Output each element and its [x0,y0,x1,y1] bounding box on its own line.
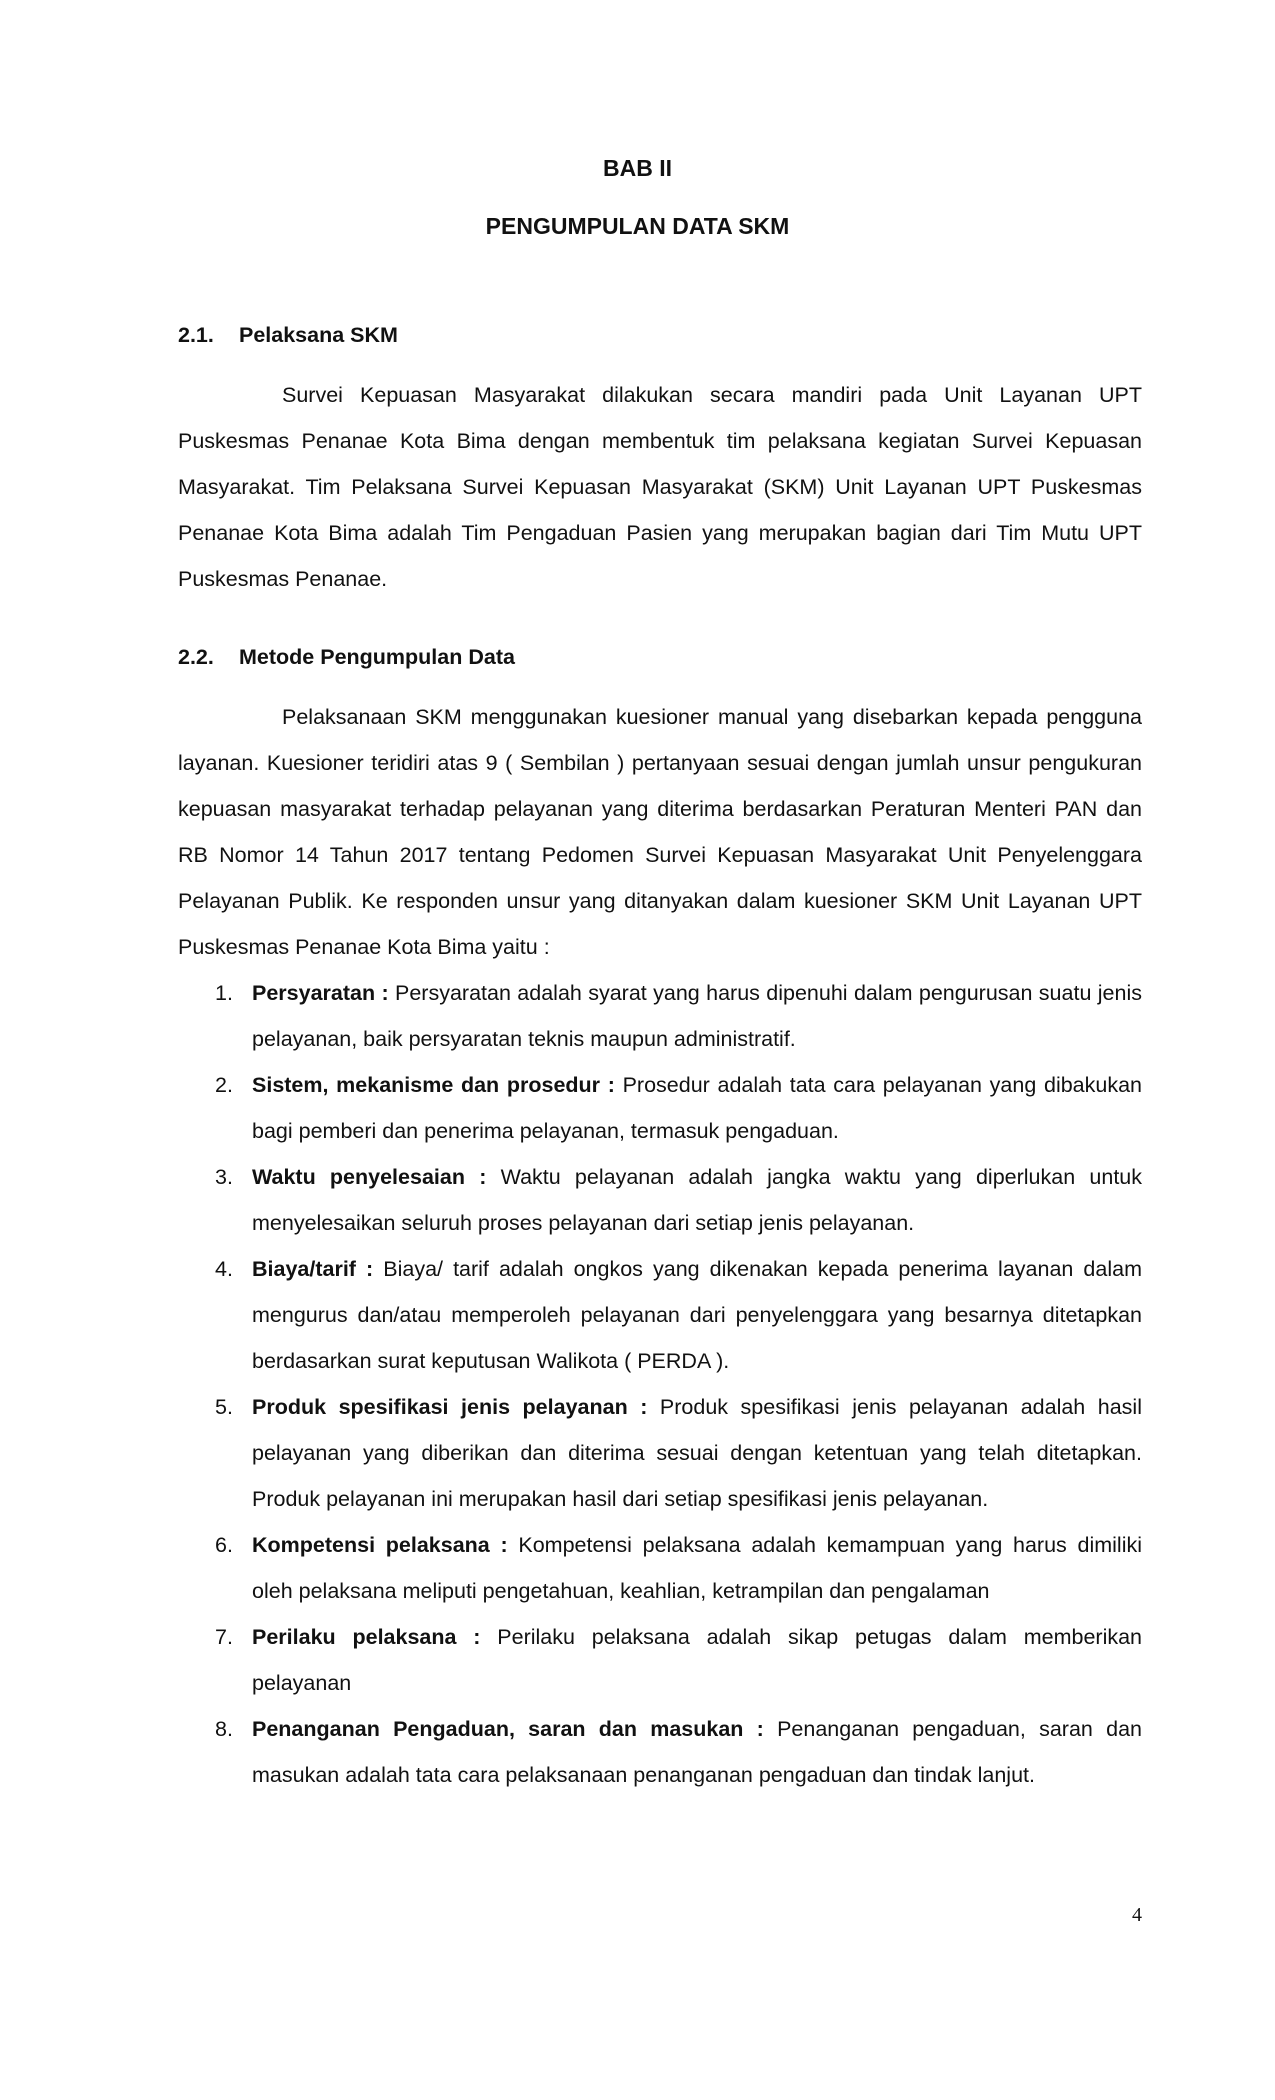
list-marker: 8. [215,1717,233,1741]
list-marker: 6. [215,1533,233,1557]
list-term: Penanganan Pengaduan, saran dan masukan : [252,1717,764,1741]
section-title: Metode Pengumpulan Data [239,645,515,669]
list-marker: 4. [215,1257,233,1281]
list-item [178,1706,1142,1798]
section-number: 2.1. [178,323,214,347]
list-text: Prosedur adalah tata cara pelayanan yang dibakukan bagi pemberi dan penerima pelayanan, termasuk pengaduan. [252,1073,1143,1143]
list-item [178,1154,1142,1246]
section-paragraph: Pelaksanaan SKM menggunakan kuesioner manual yang disebarkan kepada pengguna layanan. Kuesioner teridiri atas 9 ( Sembilan ) pertanyaan sesuai dengan jumlah unsur pengukuran kepuasan masyarakat terhadap pelayanan yang diterima berdasarkan Peraturan Menteri PAN dan RB Nomor 14 Tahun 2017 tentang Pedomen Survei Kepuasan Masyarakat Unit Penyelenggara Pelayanan Publik. Ke responden unsur yang ditanyakan dalam kuesioner SKM Unit Layanan UPT Puskesmas Penanae Kota Bima yaitu : [178,705,1142,959]
list-text: Perilaku pelaksana adalah sikap petugas dalam memberikan pelayanan [252,1625,1143,1695]
section-heading [178,322,1142,348]
list-term: Sistem, mekanisme dan prosedur : [252,1073,615,1097]
list-item [178,970,1142,1062]
list-term: Perilaku pelaksana : [252,1625,481,1649]
list-marker: 1. [215,981,233,1005]
list-item [178,1246,1142,1384]
chapter-number: BAB II [603,155,672,181]
section-heading [178,644,1142,670]
survey-elements-list [178,970,1142,1798]
list-text: Persyaratan adalah syarat yang harus dipenuhi dalam pengurusan suatu jenis pelayanan, baik persyaratan teknis maupun administratif. [252,981,1142,1051]
list-text: Kompetensi pelaksana adalah kemampuan yang harus dimiliki oleh pelaksana meliputi pengetahuan, keahlian, ketrampilan dan pengalaman [252,1533,1143,1603]
list-term: Biaya/tarif : [252,1257,374,1281]
list-text: Produk spesifikasi jenis pelayanan adalah hasil pelayanan yang diberikan dan diterima sesuai dengan ketentuan yang telah ditetapkan. Produk pelayanan ini merupakan hasil dari setiap spesifikasi jenis pelayanan. [252,1395,1142,1511]
list-item [178,1062,1142,1154]
list-item [178,1522,1142,1614]
section-2-1 [178,322,1142,602]
section-2-2 [178,644,1142,1798]
list-item [178,1384,1142,1522]
list-term: Waktu penyelesaian : [252,1165,487,1189]
list-text: Waktu pelayanan adalah jangka waktu yang diperlukan untuk menyelesaikan seluruh proses pelayanan dari setiap jenis pelayanan. [252,1165,1143,1235]
list-text: Biaya/ tarif adalah ongkos yang dikenakan kepada penerima layanan dalam mengurus dan/atau memperoleh pelayanan dari penyelenggara yang besarnya ditetapkan berdasarkan surat keputusan Walikota ( PERDA ). [252,1257,1142,1373]
section-paragraph: Survei Kepuasan Masyarakat dilakukan secara mandiri pada Unit Layanan UPT Puskesmas Penanae Kota Bima dengan membentuk tim pelaksana kegiatan Survei Kepuasan Masyarakat. Tim Pelaksana Survei Kepuasan Masyarakat (SKM) Unit Layanan UPT Puskesmas Penanae Kota Bima adalah Tim Pengaduan Pasien yang merupakan bagian dari Tim Mutu UPT Puskesmas Penanae. [178,383,1142,591]
list-marker: 3. [215,1165,233,1189]
list-term: Persyaratan : [252,981,389,1005]
list-marker: 2. [215,1073,233,1097]
list-marker: 5. [215,1395,233,1419]
list-marker: 7. [215,1625,233,1649]
list-text: Penanganan pengaduan, saran dan masukan adalah tata cara pelaksanaan penanganan pengaduan dan tindak lanjut. [252,1717,1142,1787]
section-number: 2.2. [178,645,214,669]
page-number: 4 [1132,1904,1142,1926]
list-term: Kompetensi pelaksana : [252,1533,508,1557]
section-title: Pelaksana SKM [239,323,398,347]
list-term: Produk spesifikasi jenis pelayanan : [252,1395,648,1419]
chapter-title: PENGUMPULAN DATA SKM [485,213,790,239]
list-item [178,1614,1142,1706]
